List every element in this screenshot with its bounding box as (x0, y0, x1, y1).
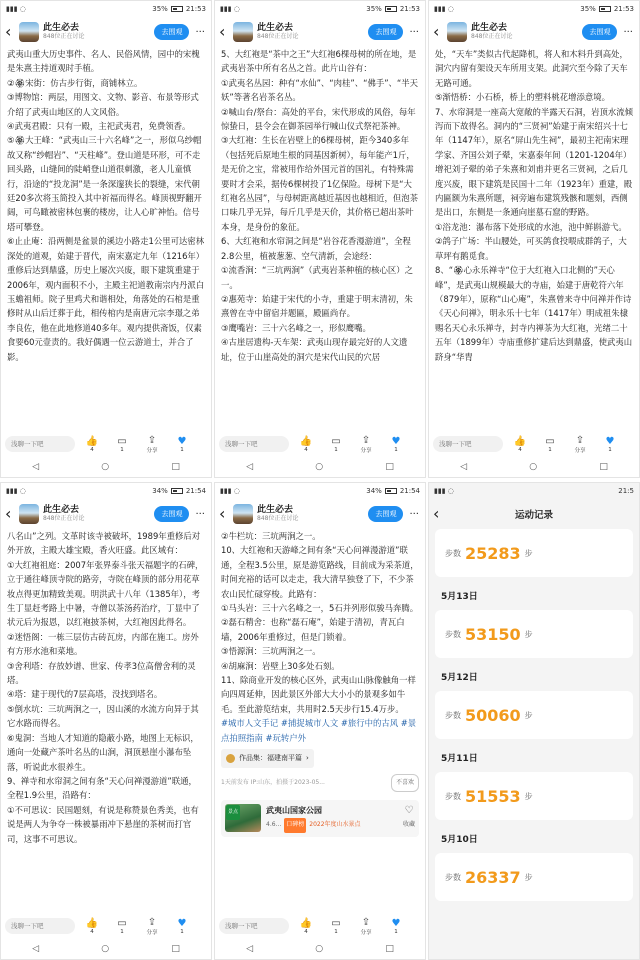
screen-post-part-4 (0, 482, 212, 960)
post-line: ③博物馆：两层，用图文、文物、影音、布景等形式介绍了武夷山地区的人文风俗。 (7, 92, 199, 117)
signal-icon: ▮▮▮ ◌ (434, 487, 454, 495)
status-bar (1, 1, 211, 17)
comment-input[interactable] (219, 918, 289, 934)
battery-icon (171, 6, 183, 12)
share-label: 分享 (146, 447, 158, 454)
share-button[interactable] (353, 435, 379, 454)
nav-back-icon[interactable]: ◁ (32, 462, 40, 472)
comment-icon: ▭ (545, 435, 555, 447)
record-date: 5月13日 (441, 592, 478, 602)
share-label: 分享 (360, 929, 372, 936)
comment-button[interactable] (323, 436, 349, 453)
post-content (215, 47, 425, 425)
more-icon[interactable]: ··· (409, 26, 419, 38)
avatar[interactable] (233, 22, 253, 42)
post-line: ②牛栏坑：三坑两涧之一。 (221, 531, 321, 541)
nav-home-icon[interactable]: ○ (315, 462, 324, 472)
poi-thumbnail (225, 804, 261, 832)
nav-home-icon[interactable]: ○ (101, 462, 110, 472)
poi-rating: 4.6... (266, 821, 282, 829)
back-icon[interactable]: ‹ (433, 504, 440, 523)
record-card[interactable] (435, 772, 633, 820)
follow-button[interactable]: 去围观 (368, 24, 403, 40)
account-name[interactable]: 此生必去 (257, 22, 294, 33)
post-line: ②鸽子广场：半山腰处，可买鸽食投喂成群鸽子，大草坪有鹅觅食。 (435, 236, 627, 261)
record-card[interactable] (435, 529, 633, 577)
back-icon[interactable]: ‹ (219, 504, 226, 523)
signal-icon: ▮▮▮ ◌ (6, 5, 26, 13)
steps-unit: 步 (524, 548, 533, 558)
thumbs-up-icon: 👍 (85, 917, 99, 929)
post-line: ⑥鬼洞：当地人才知道的隐蔽小路，地图上无标识，通向一处藏产茶叶名丛的山涧，洞顶悬崖小瀑布坠落，听说此水很养生。 (7, 732, 199, 772)
signal-icon: ▮▮▮ ◌ (6, 487, 26, 495)
share-label: 分享 (146, 929, 158, 936)
nav-recent-icon[interactable]: □ (171, 462, 180, 472)
more-icon[interactable]: ··· (409, 508, 419, 520)
collection-link[interactable] (221, 749, 314, 767)
status-time: 21:53 (399, 5, 420, 13)
post-line: ①武夷名丛园：种有“水仙”、“肉桂”、“佛手”、“半天妖”等著名岩茶名丛。 (221, 77, 419, 103)
post-line: ⑥止止庵：沿两侧是盆景的溪边小路走1公里可达密林深处的道观，始建于晋代，南宋嘉定九年（1216年）重修后达到鼎盛，历史上屡次兴废，眼下建筑重建于2006年，观内面积不小，主殿主祀道教南宗内丹派白玉蟾祖师。院子里鸡犬和谐相处，角落处的石棺是重修时从山后迁葬于此，相传棺内是南唐元宗李璟之弟李良佐，他在此地修道40多年。观内提供斋饭，仅素食要60元壹责的。我好偶遇一位云游道士，并合了影。 (7, 236, 205, 362)
favorite-button[interactable] (383, 918, 409, 935)
status-bar (215, 1, 425, 17)
screen-post-part-2 (214, 0, 426, 478)
battery-icon (385, 488, 397, 494)
post-line: ④胡麻涧：岩壁上30多处石刻。 (221, 660, 340, 671)
like-button[interactable] (79, 436, 105, 453)
more-icon[interactable]: ··· (195, 508, 205, 520)
hashtags[interactable]: #城市人文手记 #捕捉城市人文 #旅行中的古风 #景点拍照指南 #玩转户外 (221, 718, 417, 743)
account-sub: 848位正在讨论 (471, 32, 513, 40)
status-time: 21:54 (399, 487, 420, 495)
share-button[interactable] (567, 435, 593, 454)
signal-icon: ▮▮▮ ◌ (220, 487, 240, 495)
nav-home-icon[interactable]: ○ (101, 944, 110, 954)
steps-unit: 步 (524, 872, 533, 882)
comment-count: 1 (120, 446, 124, 453)
status-bar (215, 483, 425, 499)
favorite-button[interactable] (169, 918, 195, 935)
signal-icon: ▮▮▮ ◌ (220, 5, 240, 13)
account-sub: 848位正在讨论 (43, 32, 85, 40)
steps-label: 步数 (445, 872, 461, 882)
status-time: 21:53 (613, 5, 634, 13)
share-icon: ⇪ (575, 434, 585, 446)
comment-button[interactable] (109, 918, 135, 935)
account-name[interactable]: 此生必去 (257, 504, 294, 515)
steps-value: 26337 (465, 867, 521, 887)
post-line: ①大红袍祖庭：2007年张界泰斗张天福题字的石碑，立于通往峰顶寺院的路旁，寺院在峰顶的部分用花草妆点得更加精致美观。明洪武十八年（1385年），考生丁显赶考路上中暑，寺僧以茶汤药治疗，丁显中了状元后为报恩，以红袍披茶树，大红袍因此得名。 (7, 559, 204, 628)
battery-percent: 34% (152, 487, 168, 495)
like-count: 4 (518, 446, 522, 453)
comment-input[interactable] (433, 436, 503, 452)
nav-back-icon[interactable]: ◁ (246, 462, 254, 472)
comment-icon: ▭ (117, 917, 127, 929)
post-line: ②喊山台/祭台：高处的平台，宋代形成的风俗，每年惊蛰日，县令会在御茶园举行喊山仪式祭祀茶神。 (221, 106, 416, 132)
post-line: ⑤倒水坑：三坑两涧之一，因山溪的水流方向异于其它水路而得名。 (7, 703, 199, 729)
battery-icon (385, 6, 397, 12)
post-action-bar (215, 913, 425, 939)
post-header (1, 17, 211, 47)
dislike-button[interactable]: 不喜欢 (391, 774, 419, 792)
back-icon[interactable]: ‹ (5, 504, 12, 523)
like-button[interactable] (293, 918, 319, 935)
steps-value: 25283 (465, 543, 521, 563)
comment-button[interactable] (323, 918, 349, 935)
fav-count: 1 (608, 446, 612, 453)
post-line: 8、“🏵心永乐禅寺“位于大红袍入口北侧的”天心峰”，是武夷山规模最大的寺庙，始建于唐乾符六年（879年），原称“山心庵”，朱熹曾来寺中问禅并作诗《天心问禅》，明永乐十七年（1417年）明成祖朱棣赐名天心永乐禅寺，封寺内禅茶为大红袍，光绪二十五年（1899年）寺庙重修扩建后达到鼎盛，使武夷山跻身“华胄 (435, 265, 633, 362)
post-line: ④塔：建于现代的7层高塔，没找到塔名。 (7, 689, 163, 700)
fav-count: 1 (180, 446, 184, 453)
heart-icon: ♥ (177, 917, 187, 929)
steps-label: 步数 (445, 710, 461, 720)
steps-unit: 步 (524, 791, 533, 801)
status-time: 21:5 (618, 487, 634, 495)
post-line: ④武夷君殿：只有一殿，主祀武夷君，免费领香。 (7, 121, 191, 132)
comment-button[interactable] (109, 436, 135, 453)
poi-fav-label: 收藏 (402, 821, 415, 829)
account-sub: 848位正在讨论 (257, 32, 299, 40)
system-nav-bar (215, 939, 425, 959)
system-nav-bar (215, 457, 425, 477)
comment-icon: ▭ (117, 435, 127, 447)
screen-step-records (428, 482, 640, 960)
nav-recent-icon[interactable]: □ (171, 944, 180, 954)
post-line: ④古崖居遗构-天车架：武夷山现存最完好的人文遗址，位于山崖高处的洞穴是宋代山民的穴居 (221, 337, 408, 362)
post-content (215, 529, 425, 921)
steps-value: 53150 (465, 624, 521, 644)
comment-icon: ▭ (331, 435, 341, 447)
collection-icon (226, 754, 235, 763)
heart-icon: ♥ (605, 435, 615, 447)
heart-outline-icon: ♡ (404, 804, 414, 816)
screen-post-part-5 (214, 482, 426, 960)
nav-recent-icon[interactable]: □ (599, 462, 608, 472)
post-line: ①马头岩：三十六名峰之一，5石并列形似骏马奔腾。 (221, 603, 419, 614)
comment-button[interactable] (537, 436, 563, 453)
system-nav-bar (1, 457, 211, 477)
nav-recent-icon[interactable]: □ (385, 462, 394, 472)
post-line: 6、大红袍和水帘洞之间是“岩谷花香漫游道”，全程2.8公里，植被葱葱、空气清新，会途经： (221, 236, 411, 261)
poi-tag: 景点 (226, 805, 240, 819)
post-line: ⑤🏵大王峰：“武夷山三十六名峰”之一，形似乌纱帽故又称“纱帽岩”、“天柱峰”。登山道是环形，可不走回头路，山缝间的陡峭登山道很刺激，老人儿童慎行，沿途的“投龙洞”是一条深邃狭长的裂缝，宋代朝廷20多次将玉简投入其中祈福而得名。峰顶视野翻开阔，可鸟瞰被密林包裹的楼房，让人心旷神怡。信号塔可攀登。 (7, 135, 202, 232)
share-label: 分享 (574, 447, 586, 454)
battery-percent: 35% (580, 5, 596, 13)
follow-button[interactable]: 去围观 (154, 506, 189, 522)
back-icon[interactable]: ‹ (219, 22, 226, 41)
nav-home-icon[interactable]: ○ (315, 944, 324, 954)
nav-back-icon[interactable]: ◁ (460, 462, 468, 472)
like-button[interactable] (79, 918, 105, 935)
post-line: 11、除商业开发的核心区外，武夷山山脉像触角一样向四周延伸，因此景区外部大大小小的景观多如牛毛。至此游览结束，共用时2.5天步行15.4万步。 (221, 675, 416, 714)
like-count: 4 (304, 928, 308, 935)
post-action-bar (1, 913, 211, 939)
heart-icon: ♥ (177, 435, 187, 447)
record-date: 5月10日 (441, 835, 478, 845)
post-line: ③悟源涧：三坑两涧之一。 (221, 646, 321, 657)
steps-label: 步数 (445, 629, 461, 639)
nav-back-icon[interactable]: ◁ (32, 944, 40, 954)
system-nav-bar (429, 457, 639, 477)
heart-icon: ♥ (391, 917, 401, 929)
status-bar (1, 483, 211, 499)
account-sub: 848位正在讨论 (43, 514, 85, 522)
poi-badge: 口碑榜 (284, 818, 306, 832)
share-icon: ⇪ (147, 916, 157, 928)
more-icon[interactable]: ··· (195, 26, 205, 38)
steps-value: 50060 (465, 705, 521, 725)
post-line: ②磊石精舍：也称“磊石庵”，始建于清初，青瓦白墙，2006年重修过，但是门锁着。 (221, 617, 405, 642)
post-line: 武夷山重大历史事件、名人、民俗风情，园中的宋槐是朱熹主持道观时手植。 (7, 49, 200, 74)
screen-post-part-1 (0, 0, 212, 478)
record-list (429, 529, 639, 901)
like-button[interactable] (507, 436, 533, 453)
avatar[interactable] (19, 504, 39, 524)
like-count: 4 (90, 446, 94, 453)
post-header (215, 499, 425, 529)
post-line: 9、禅寺和水帘洞之间有条“天心问禅漫游道”联通，全程1.9公里，沿路有： (7, 775, 197, 801)
battery-percent: 34% (366, 487, 382, 495)
account-name[interactable]: 此生必去 (43, 504, 80, 515)
post-line: ①浴龙池：瀑布落下处形成的水池，池中鲜斟游弋。 (435, 221, 627, 232)
comment-icon: ▭ (331, 917, 341, 929)
share-icon: ⇪ (147, 434, 157, 446)
poi-card[interactable] (221, 800, 419, 837)
post-line: ①流香涧：“三坑两涧”（武夷岩茶种植的核心区）之一。 (221, 265, 414, 290)
nav-back-icon[interactable]: ◁ (246, 944, 254, 954)
share-icon: ⇪ (361, 916, 371, 928)
back-icon[interactable]: ‹ (433, 22, 440, 41)
post-line: ③舍利塔：存放妙谱、世家、传孝3位高僧舍利的灵塔。 (7, 660, 196, 686)
share-label: 分享 (360, 447, 372, 454)
follow-button[interactable]: 去围观 (368, 506, 403, 522)
like-button[interactable] (293, 436, 319, 453)
thumbs-up-icon: 👍 (85, 435, 99, 447)
battery-percent: 35% (366, 5, 382, 13)
collection-label: 作品集：福建南平篇 (239, 754, 302, 763)
record-card[interactable] (435, 691, 633, 739)
post-meta: 1天前发布 IP:山东，拍摄于2023-05... (221, 778, 325, 786)
follow-button[interactable]: 去围观 (154, 24, 189, 40)
chevron-right-icon: › (306, 754, 309, 763)
post-line: ③大红袍：生长在岩壁上的6棵母树，距今340多年（包括死后原地生根的同基因新树），每年能产1斤，是无价之宝，常被用作给外国元首的国礼，有特殊需要时才会采，据传6棵树投了1亿保险。母树下是“大红袍名丛园”，与母树距离越近基因也越相近，但泡茶口味几乎无异，每斤几乎是天价，其价格已超出茶叶本身，是身份的象征。 (221, 135, 418, 232)
thumbs-up-icon: 👍 (513, 435, 527, 447)
records-header (429, 499, 639, 529)
post-line: ①不可思议：民国题刻，有说是称赞景色秀美，也有说是两人为争夺一株被暴雨冲下悬崖的茶树而打官司，这事不可思议。 (7, 804, 199, 844)
nav-home-icon[interactable]: ○ (529, 462, 538, 472)
nav-recent-icon[interactable]: □ (385, 944, 394, 954)
comment-count: 1 (334, 446, 338, 453)
comment-input[interactable] (5, 918, 75, 934)
fav-count: 1 (394, 928, 398, 935)
favorite-button[interactable] (169, 436, 195, 453)
heart-icon: ♥ (391, 435, 401, 447)
fav-count: 1 (180, 928, 184, 935)
steps-value: 51553 (465, 786, 521, 806)
post-action-bar (1, 431, 211, 457)
follow-button[interactable]: 去围观 (582, 24, 617, 40)
signal-icon: ▮▮▮ ◌ (434, 5, 454, 13)
thumbs-up-icon: 👍 (299, 435, 313, 447)
favorite-button[interactable] (383, 436, 409, 453)
poi-title: 武夷山国家公园 (266, 805, 322, 815)
share-button[interactable] (139, 917, 165, 936)
steps-unit: 步 (524, 710, 533, 720)
more-icon[interactable]: ··· (623, 26, 633, 38)
status-bar (429, 1, 639, 17)
comment-count: 1 (548, 446, 552, 453)
comment-input[interactable] (5, 436, 75, 452)
comment-count: 1 (120, 928, 124, 935)
post-line: ②迷悟阁：一栋三层仿古砖瓦房，内部在施工。房外有方形水池和菜地。 (7, 631, 199, 657)
post-line: 八名山”之列。文革时该寺被破坏，1989年重修后对外开放，主殿大雄宝殿，香火旺盛。此区域有： (7, 531, 201, 556)
post-header (215, 17, 425, 47)
avatar[interactable] (19, 22, 39, 42)
like-count: 4 (304, 446, 308, 453)
post-line: 5、大红袍是“茶中之王”大红袍6棵母树的所在地，是武夷岩茶中所有名丛之首。此片山谷有： (221, 49, 417, 74)
back-icon[interactable]: ‹ (5, 22, 12, 41)
poi-favorite-button[interactable] (403, 804, 415, 833)
share-button[interactable] (353, 917, 379, 936)
share-icon: ⇪ (361, 434, 371, 446)
screen-post-part-3 (428, 0, 640, 478)
status-time: 21:54 (185, 487, 206, 495)
status-bar (429, 483, 639, 499)
status-time: 21:53 (185, 5, 206, 13)
record-card[interactable] (435, 853, 633, 901)
post-line: 10、大红袍和天游峰之间有条“天心问禅漫游道”联通，全程3.5公里，原是游览路线，目前成为采茶道，时间充裕的话可以走走，我大清早独登了下，不少茶农山民忙碌穿梭。此路有： (221, 545, 419, 599)
account-name[interactable]: 此生必去 (43, 22, 80, 33)
record-card[interactable] (435, 610, 633, 658)
system-nav-bar (1, 939, 211, 959)
post-header (1, 499, 211, 529)
poi-award: 2022年度山水景点 (309, 821, 361, 829)
favorite-button[interactable] (597, 436, 623, 453)
avatar[interactable] (233, 504, 253, 524)
account-sub: 848位正在讨论 (257, 514, 299, 522)
avatar[interactable] (447, 22, 467, 42)
comment-input[interactable] (219, 436, 289, 452)
post-line: ②🏵宋街：仿古步行街，商铺林立。 (7, 77, 143, 88)
fav-count: 1 (394, 446, 398, 453)
post-content (1, 47, 211, 425)
post-line: ⑤渐悟桥：小石桥，桥上的塑料桃花增添意境。 (435, 92, 611, 103)
account-name[interactable]: 此生必去 (471, 22, 508, 33)
post-content (1, 529, 211, 907)
post-header (429, 17, 639, 47)
post-line: ②惠苑寺：始建于宋代的小寺，重建于明末清初，朱熹曾在寺中留宿并题匾，殿匾尚存。 (221, 293, 413, 319)
page-title: 运动记录 (514, 510, 553, 521)
share-button[interactable] (139, 435, 165, 454)
comment-count: 1 (334, 928, 338, 935)
post-content (429, 47, 639, 425)
post-action-bar (215, 431, 425, 457)
post-line: 处，“天车”类似古代起降机，将人和木料升到高处，洞穴内留有架设天车所用支架。此洞穴至今除了天车无路可通。 (435, 49, 628, 88)
steps-unit: 步 (524, 629, 533, 639)
steps-label: 步数 (445, 548, 461, 558)
record-date: 5月11日 (441, 754, 478, 764)
steps-label: 步数 (445, 791, 461, 801)
battery-percent: 35% (152, 5, 168, 13)
battery-icon (171, 488, 183, 494)
post-line: ③鹰嘴岩：三十六名峰之一，形似鹰嘴。 (221, 322, 371, 333)
like-count: 4 (90, 928, 94, 935)
post-action-bar (429, 431, 639, 457)
thumbs-up-icon: 👍 (299, 917, 313, 929)
post-line: 7、水帘洞是一座高大宽敞的半露天石洞，岩顶水流倾泻而下故得名。洞内的“三贤祠”始建于南宋绍兴十七年（1147年），原名“屏山先生祠”，最初主祀南宋理学家、齐国公刘子翚，宋嘉泰年间（1201-1204年）增祀刘子翚的弟子朱熹和刘甫并更名三贤祠，之后几度兴废，眼下建筑是民国十二年（1923年）重建，殿内匾额为朱熹所题，祠旁遍布建筑残骸和题刻，西侧是出口，东侧是一条通向崖墓石窟的野路。 (435, 106, 633, 218)
record-date: 5月12日 (441, 673, 478, 683)
battery-icon (599, 6, 611, 12)
